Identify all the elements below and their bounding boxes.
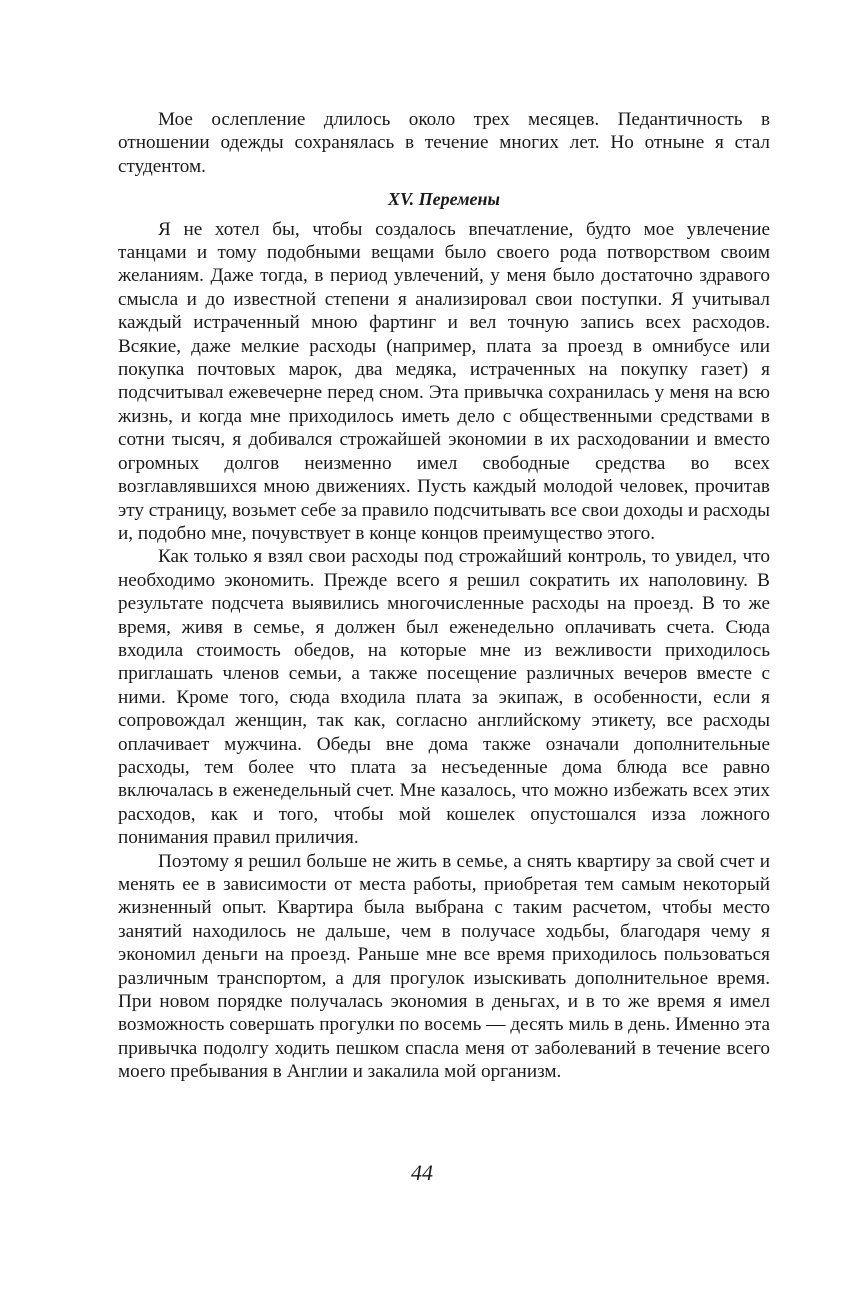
paragraph-2: Как только я взял свои расходы под строжайший контроль, то увидел, что необходимо экономить. Прежде всего я решил сократить их наполовину. В результате подсчета выявились многочисленные расходы на проезд. В то же время, живя в семье, я должен был еженедельно оплачивать счета. Сюда входила стоимость обедов, на которые мне из вежливости приходилось приглашать членов семьи, а также посещение различных вечеров вместе с ними. Кроме того, сюда входила плата за экипаж, в особенности, если я сопровождал женщин, так как, согласно английскому этикету, все расходы оплачивает мужчина. Обеды вне дома также означали дополнительные расходы, тем более что плата за несъеденные дома блюда все равно включалась в еженедельный счет. Мне казалось, что можно избежать всех этих расходов, как и того, чтобы мой кошелек опустошался изза ложного понимания правил приличия. bbox=[118, 546, 770, 849]
page-number: 44 bbox=[411, 1160, 433, 1185]
paragraph-1: Я не хотел бы, чтобы создалось впечатление, будто мое увлечение танцами и тому подобными вещами было своего рода потворством своим желаниям. Даже тогда, в период увлечений, у меня было достаточно здравого смысла и до известной степени я анализировал свои поступки. Я учитывал каждый истраченный мною фартинг и вел точную запись всех расходов. Всякие, даже мелкие расходы (например, плата за проезд в омнибусе или покупка почтовых марок, два медяка, истраченных на покупку газет) я подсчитывал ежевечерне перед сном. Эта привычка сохранилась у меня на всю жизнь, и когда мне приходилось иметь дело с общественными средствами в сотни тысяч, я добивался строжайшей экономии в их расходовании и вместо огромных долгов неизменно имел свободные средства во всех возглавлявшихся мною движениях. Пусть каждый молодой человек, прочитав эту страницу, возьмет себе за правило подсчитывать все свои доходы и расходы и, подобно мне, почувствует в конце концов преимущество этого. bbox=[118, 218, 770, 544]
paragraph-intro: Мое ослепление длилось около трех месяцев. Педантичность в отношении одежды сохранялась в течение многих лет. Но отныне я стал студентом. bbox=[118, 109, 770, 177]
text-block bbox=[118, 108, 770, 1084]
section-heading: XV. Перемены bbox=[387, 189, 501, 210]
paragraph-3: Поэтому я решил больше не жить в семье, а снять квартиру за свой счет и менять ее в зависимости от места работы, приобретая тем самым некоторый жизненный опыт. Квартира была выбрана с таким расчетом, чтобы место занятий находилось не дальше, чем в получасе ходьбы, благодаря чему я экономил деньги на проезд. Раньше мне все время приходилось пользоваться различным транспортом, а для прогулок изыскивать дополнительное время. При новом порядке получалась экономия в деньгах, и в то же время я имел возможность совершать прогулки по восемь — десять миль в день. Именно эта привычка подолгу ходить пешком спасла меня от заболеваний в течение всего моего пребывания в Англии и закалила мой организм. bbox=[118, 850, 770, 1083]
